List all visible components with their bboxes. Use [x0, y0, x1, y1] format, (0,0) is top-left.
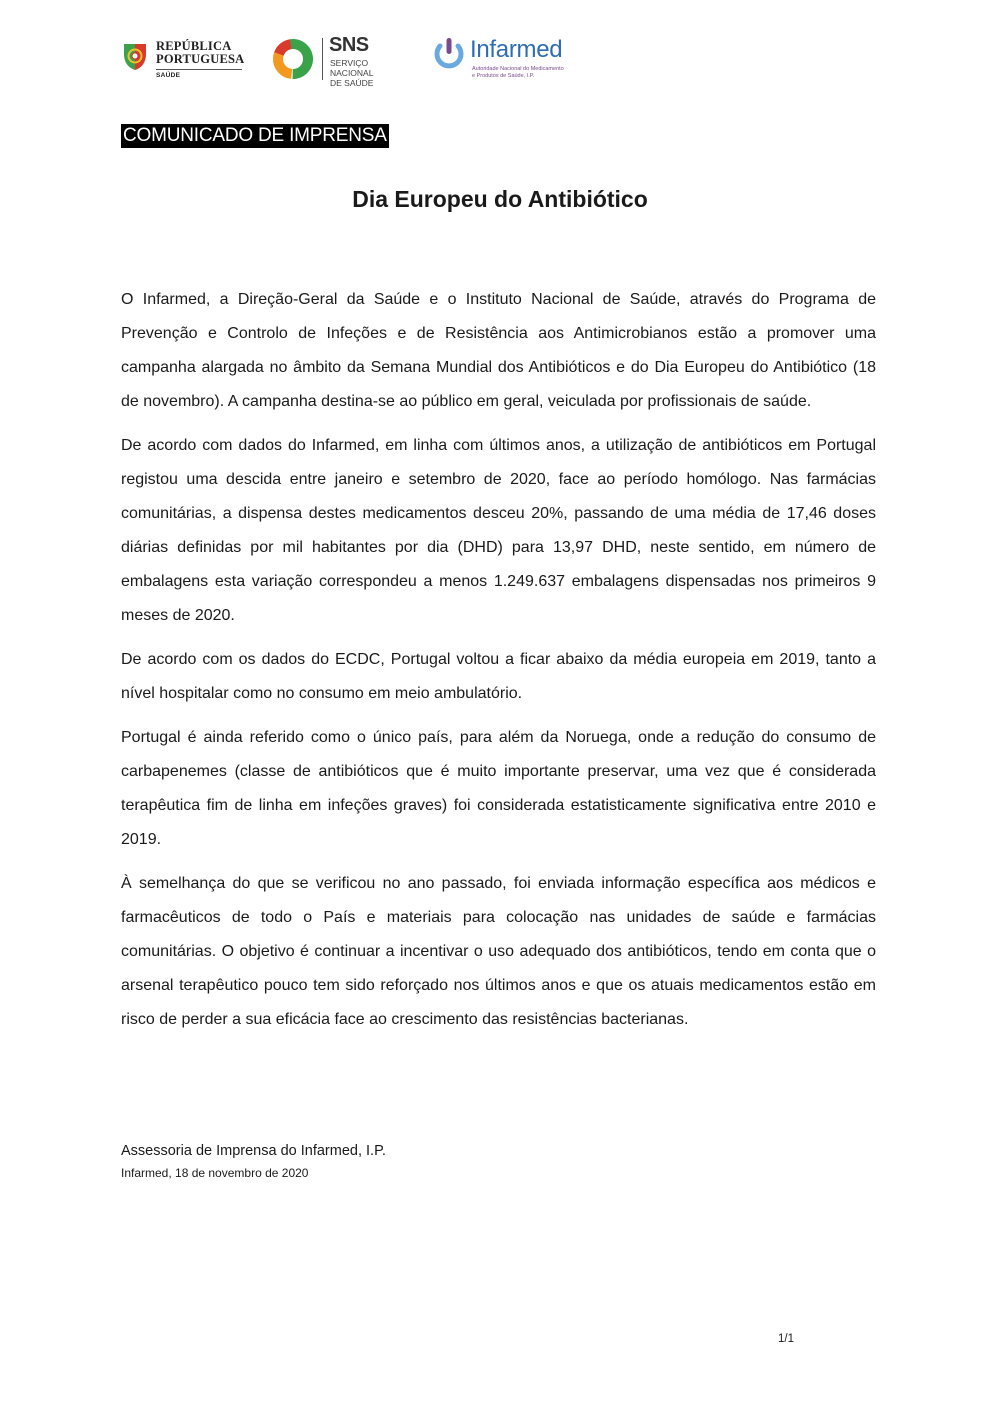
- sns-name: [330, 58, 402, 88]
- republica-portuguesa-logo: [122, 40, 247, 84]
- infarmed-tagline-line2: e Produtos de Saúde, I.P.: [472, 73, 535, 79]
- logo-text-line2: PORTUGUESA: [156, 52, 245, 66]
- portugal-shield-icon: [122, 42, 148, 72]
- place-date: Infarmed, 18 de novembro de 2020: [121, 1166, 309, 1180]
- logo-rule: [156, 69, 242, 70]
- paragraph: De acordo com dados do Infarmed, em linha com últimos anos, a utilização de antibióticos em Portugal registou uma descida entre janeiro e setembro de 2020, face ao período homólogo. Nas farmácias comunitárias, a dispensa destes medicamentos desceu 20%, passando de uma média de 17,46 doses diárias definidas por mil habitantes por dia (DHD) para 13,97 DHD, neste sentido, em número de embalagens esta variação correspondeu a menos 1.249.637 embalagens dispensadas nos primeiros 9 meses de 2020.: [121, 437, 876, 624]
- logo-divider: [322, 38, 323, 80]
- logo-text-line1: REPÚBLICA: [156, 39, 232, 53]
- logo-text-line3: SAÚDE: [156, 72, 181, 79]
- document-body: [121, 283, 876, 1047]
- paragraph: Portugal é ainda referido como o único país, para além da Noruega, onde a redução do consumo de carbapenemes (classe de antibióticos que é muito importante preservar, uma vez que é considerada terapêutica fim de linha em infeções graves) foi considerada estatisticamente significativa entre 2010 e 2019.: [121, 729, 876, 848]
- signature: Assessoria de Imprensa do Infarmed, I.P.: [121, 1143, 386, 1159]
- sns-name-line2: DE SAÚDE: [330, 78, 374, 88]
- sns-name-line1: SERVIÇO NACIONAL: [330, 58, 374, 78]
- paragraph: À semelhança do que se verificou no ano passado, foi enviada informação específica aos médicos e farmacêuticos de todo o País e materiais para colocação nas unidades de saúde e farmácias comunitárias. O objetivo é continuar a incentivar o uso adequado dos antibióticos, tendo em conta que o arsenal terapêutico pouco tem sido reforçado nos últimos anos e que os atuais medicamentos estão em risco de perder a sua eficácia face ao crescimento das resistências bacterianas.: [121, 875, 876, 1028]
- sns-acronym: SNS: [329, 34, 369, 56]
- infarmed-tagline-line1: Autoridade Nacional do Medicamento: [472, 66, 564, 72]
- paragraph: O Infarmed, a Direção-Geral da Saúde e o Instituto Nacional de Saúde, através do Programa de Prevenção e Controlo de Infeções e de Resistência aos Antimicrobianos estão a promover uma campanha alargada no âmbito da Semana Mundial dos Antibióticos e do Dia Europeu do Antibiótico (18 de novembro). A campanha destina-se ao público em geral, veiculada por profissionais de saúde.: [121, 291, 876, 410]
- infarmed-logo: [432, 34, 572, 86]
- header-logos: [122, 34, 582, 90]
- sns-logo: [272, 34, 402, 88]
- press-release-label: COMUNICADO DE IMPRENSA: [123, 125, 387, 146]
- infarmed-tagline: [472, 66, 564, 80]
- page-number: 1/1: [778, 1333, 794, 1345]
- paragraph: De acordo com os dados do ECDC, Portugal voltou a ficar abaixo da média europeia em 2019, tanto a nível hospitalar como no consumo em meio ambulatório.: [121, 651, 876, 702]
- sns-ring-icon: [272, 38, 314, 80]
- document-title: Dia Europeu do Antibiótico: [352, 186, 648, 212]
- infarmed-wordmark: Infarmed: [470, 36, 563, 63]
- infarmed-mark-icon: [432, 36, 466, 70]
